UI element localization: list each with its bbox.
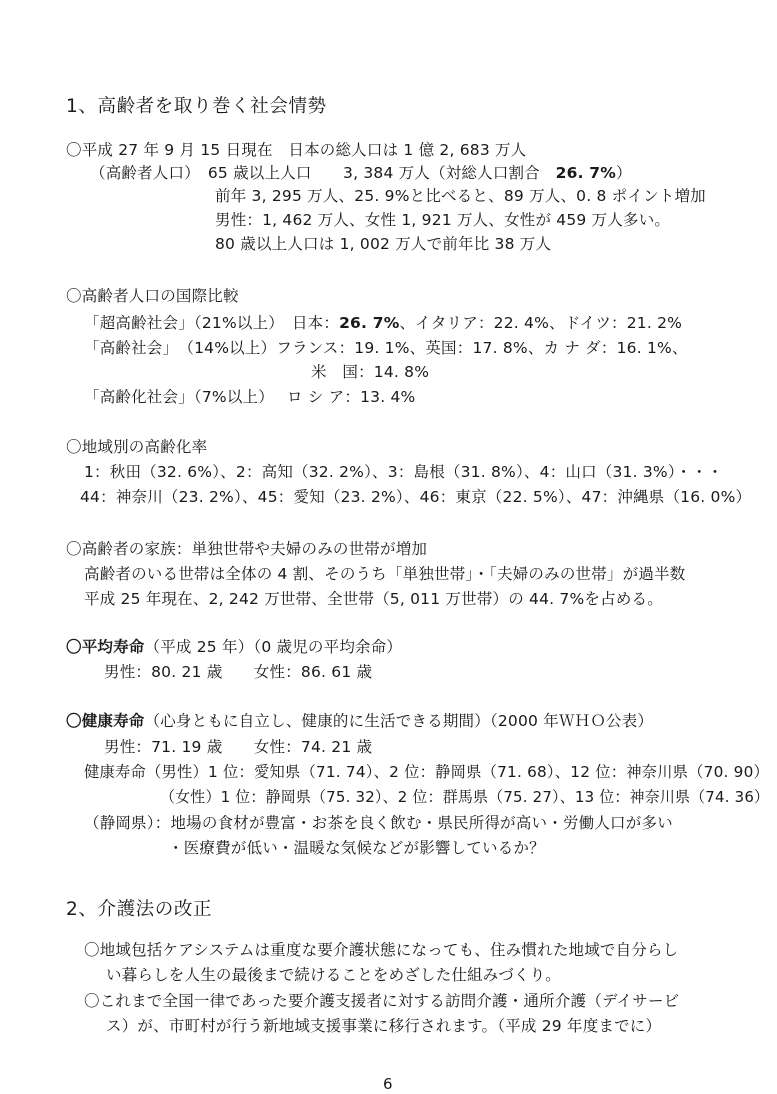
care-line-2: い暮らしを人生の最後まで続けることをめざした仕組みづくり。 [106,966,561,984]
intl-line-2: 「高齢社会」 （14%以上）フランス：19. 1%、英国：17. 8%、カ ナ ダ：16. 1%、 [84,339,688,357]
healthy-life-note: （心身ともに自立し、健康的に生活できる期間）（2000 年ＷＨＯ公表） [144,712,654,730]
care-line-3: 〇これまで全国一律であった要介護支援者に対する訪問介護・通所介護（デイサービ [84,992,680,1010]
intl-line-4: 「高齢化社会」（7%以上） ロ シ ア：13. 4% [84,388,416,406]
life-expectancy-note: （平成 25 年）（0 歳児の平均余命） [144,638,403,656]
shizuoka-factors-2: ・医療費が低い・温暖な気候などが影響しているか？ [168,839,545,857]
healthy-life-title: 〇健康寿命 [66,712,145,730]
intl-heading: 〇高齢者人口の国際比較 [66,287,239,305]
population-heading: 〇平成 27 年 9 月 15 日現在 日本の総人口は 1 億 2, 683 万人 [66,141,527,159]
elderly-population-line [90,163,632,183]
life-expectancy-values: 男性：80. 21 歳 女性：86. 61 歳 [104,663,373,681]
region-heading: 〇地域別の高齢化率 [66,438,208,456]
region-line-1: 1：秋田（32. 6%）、2：高知（32. 2%）、3：島根（31. 8%）、4：山口（31. 3%）・・・ [84,463,723,481]
family-line-2: 平成 25 年現在、2, 242 万世帯、全世帯（5, 011 万世帯）の 44. 7%を占める。 [84,590,663,608]
care-line-1: 〇地域包括ケアシステムは重度な要介護状態になっても、住み慣れた地域で自分らし [84,941,679,959]
japan-rate: 26. 7% [339,314,400,332]
section-2-heading: 2、介護法の改正 [66,899,213,920]
elderly-rate: 26. 7% [555,164,617,182]
population-comparison: 前年 3, 295 万人、25. 9%と比べると、89 万人、0. 8 ポイント増加 [215,187,706,205]
family-line-1: 高齢者のいる世帯は全体の 4 割、そのうち「単独世帯」・「夫婦のみの世帯」が過半数 [84,565,686,583]
population-gender: 男性：1, 462 万人、女性 1, 921 万人、女性が 459 万人多い。 [215,211,671,229]
healthy-life-heading [66,711,653,731]
elderly-population-text: （高齢者人口） 65 歳以上人口 3, 384 万人（対総人口割合 [90,164,556,182]
intl-line-3: 米 国：14. 8% [311,363,430,381]
elderly-close: ） [616,164,632,182]
healthy-life-female-rank: （女性）1 位：静岡県（75. 32）、2 位：群馬県（75. 27）、13 位：神奈川県（74. 36） [160,788,770,806]
section-1-heading: 1、高齢者を取り巻く社会情勢 [66,96,327,117]
life-expectancy-heading [66,637,402,657]
family-heading: 〇高齢者の家族：単独世帯や夫婦のみの世帯が増加 [66,540,428,558]
healthy-life-values: 男性：71. 19 歳 女性：74. 21 歳 [104,738,373,756]
care-line-4: ス）が、市町村が行う新地域支援事業に移行されます。（平成 29 年度までに） [106,1017,662,1035]
life-expectancy-title: 〇平均寿命 [66,638,145,656]
intl-line-1-rest: 、イタリア：22. 4%、ドイツ：21. 2% [399,314,683,332]
healthy-life-male-rank: 健康寿命（男性）1 位：愛知県（71. 74）、2 位：静岡県（71. 68）、12 位：神奈川県（70. 90） [84,763,770,781]
shizuoka-factors-1: （静岡県）：地場の食材が豊富・お茶を良く飲む・県民所得が高い・労働人口が多い [84,814,673,832]
page-number: 6 [383,1075,393,1093]
region-line-2: 44：神奈川（23. 2%）、45：愛知（23. 2%）、46：東京（22. 5%）、47：沖縄県（16. 0%） [80,488,752,506]
intl-line-1-label: 「超高齢社会」（21%以上） 日本： [84,314,340,332]
intl-line-1 [84,313,682,333]
population-over80: 80 歳以上人口は 1, 002 万人で前年比 38 万人 [215,235,552,253]
